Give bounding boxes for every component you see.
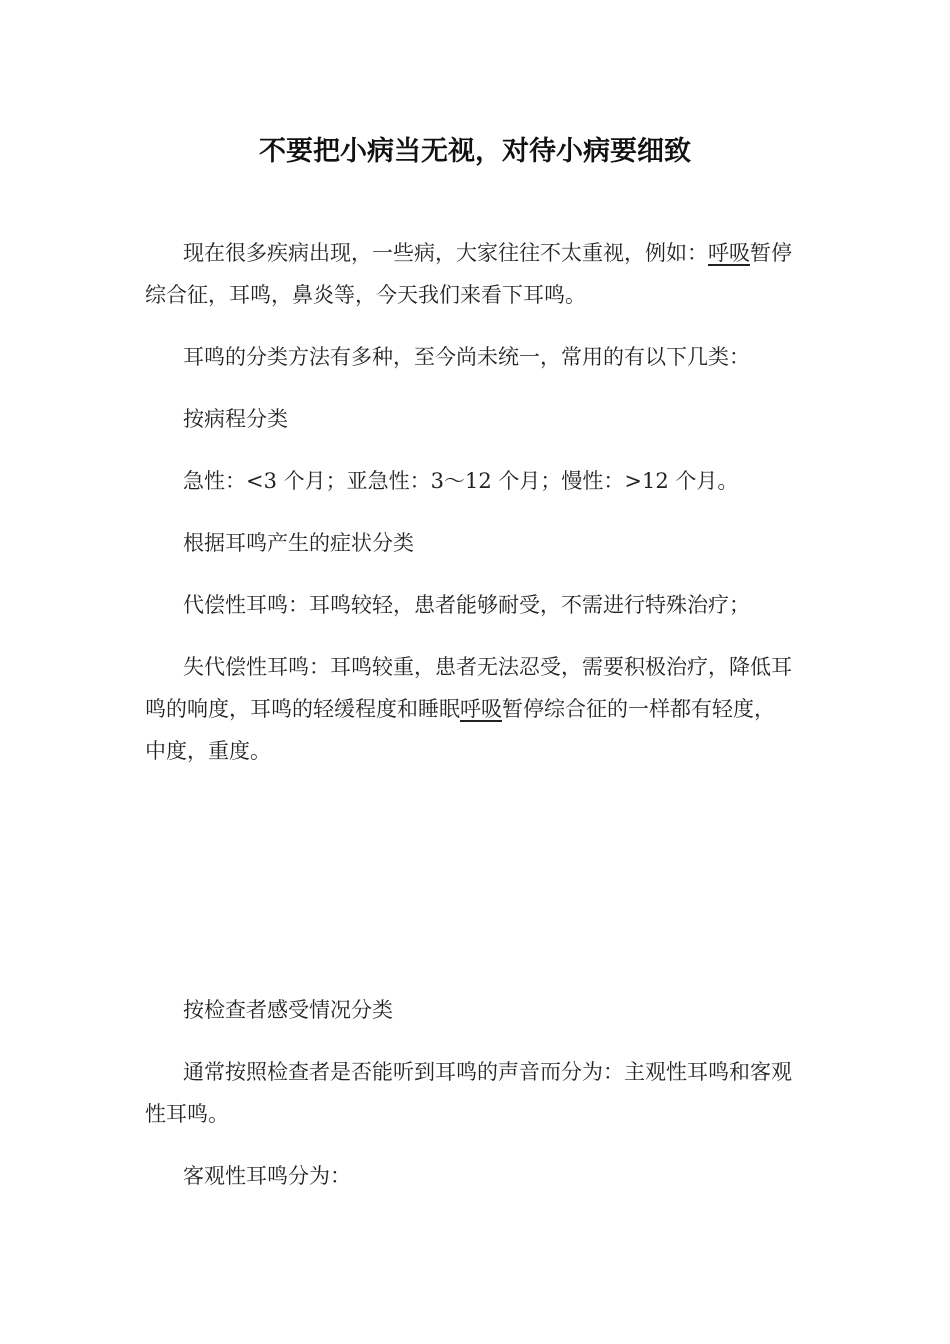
paragraph-course-types: 急性：<3 个月；亚急性：3～12 个月；慢性：>12 个月。 xyxy=(183,469,739,493)
document-title: 不要把小病当无视，对待小病要细致 xyxy=(259,136,691,167)
heading-by-symptom: 根据耳鸣产生的症状分类 xyxy=(183,531,414,555)
paragraph-objective-types: 客观性耳鸣分为： xyxy=(183,1164,351,1188)
paragraph-subjective-objective: 通常按照检查者是否能听到耳鸣的声音而分为：主观性耳鸣和客观性耳鸣。 xyxy=(145,1060,792,1126)
paragraph-decompensated xyxy=(145,646,795,772)
heading-by-examiner: 按检查者感受情况分类 xyxy=(183,998,393,1022)
document-body xyxy=(145,232,795,1217)
paragraph-intro xyxy=(145,232,795,316)
paragraph-text: 失代偿性耳鸣：耳鸣较重，患者无法忍受，需要积极治疗，降低耳鸣的响度，耳鸣的轻缓程度和睡眠 xyxy=(145,655,792,721)
link-breathing[interactable]: 呼吸 xyxy=(460,697,502,721)
heading-by-course: 按病程分类 xyxy=(183,407,288,431)
link-breathing[interactable]: 呼吸 xyxy=(708,241,750,265)
paragraph-classification-intro: 耳鸣的分类方法有多种，至今尚未统一，常用的有以下几类： xyxy=(183,345,750,369)
paragraph-text: 暂停综合征的一样都有轻度，中度，重度。 xyxy=(145,697,775,763)
paragraph-compensated: 代偿性耳鸣：耳鸣较轻，患者能够耐受，不需进行特殊治疗； xyxy=(183,593,750,617)
blank-space xyxy=(145,792,795,989)
paragraph-text: 暂停综合征，耳鸣，鼻炎等，今天我们来看下耳鸣。 xyxy=(145,241,792,307)
paragraph-text: 现在很多疾病出现，一些病，大家往往不太重视，例如： xyxy=(183,241,708,265)
